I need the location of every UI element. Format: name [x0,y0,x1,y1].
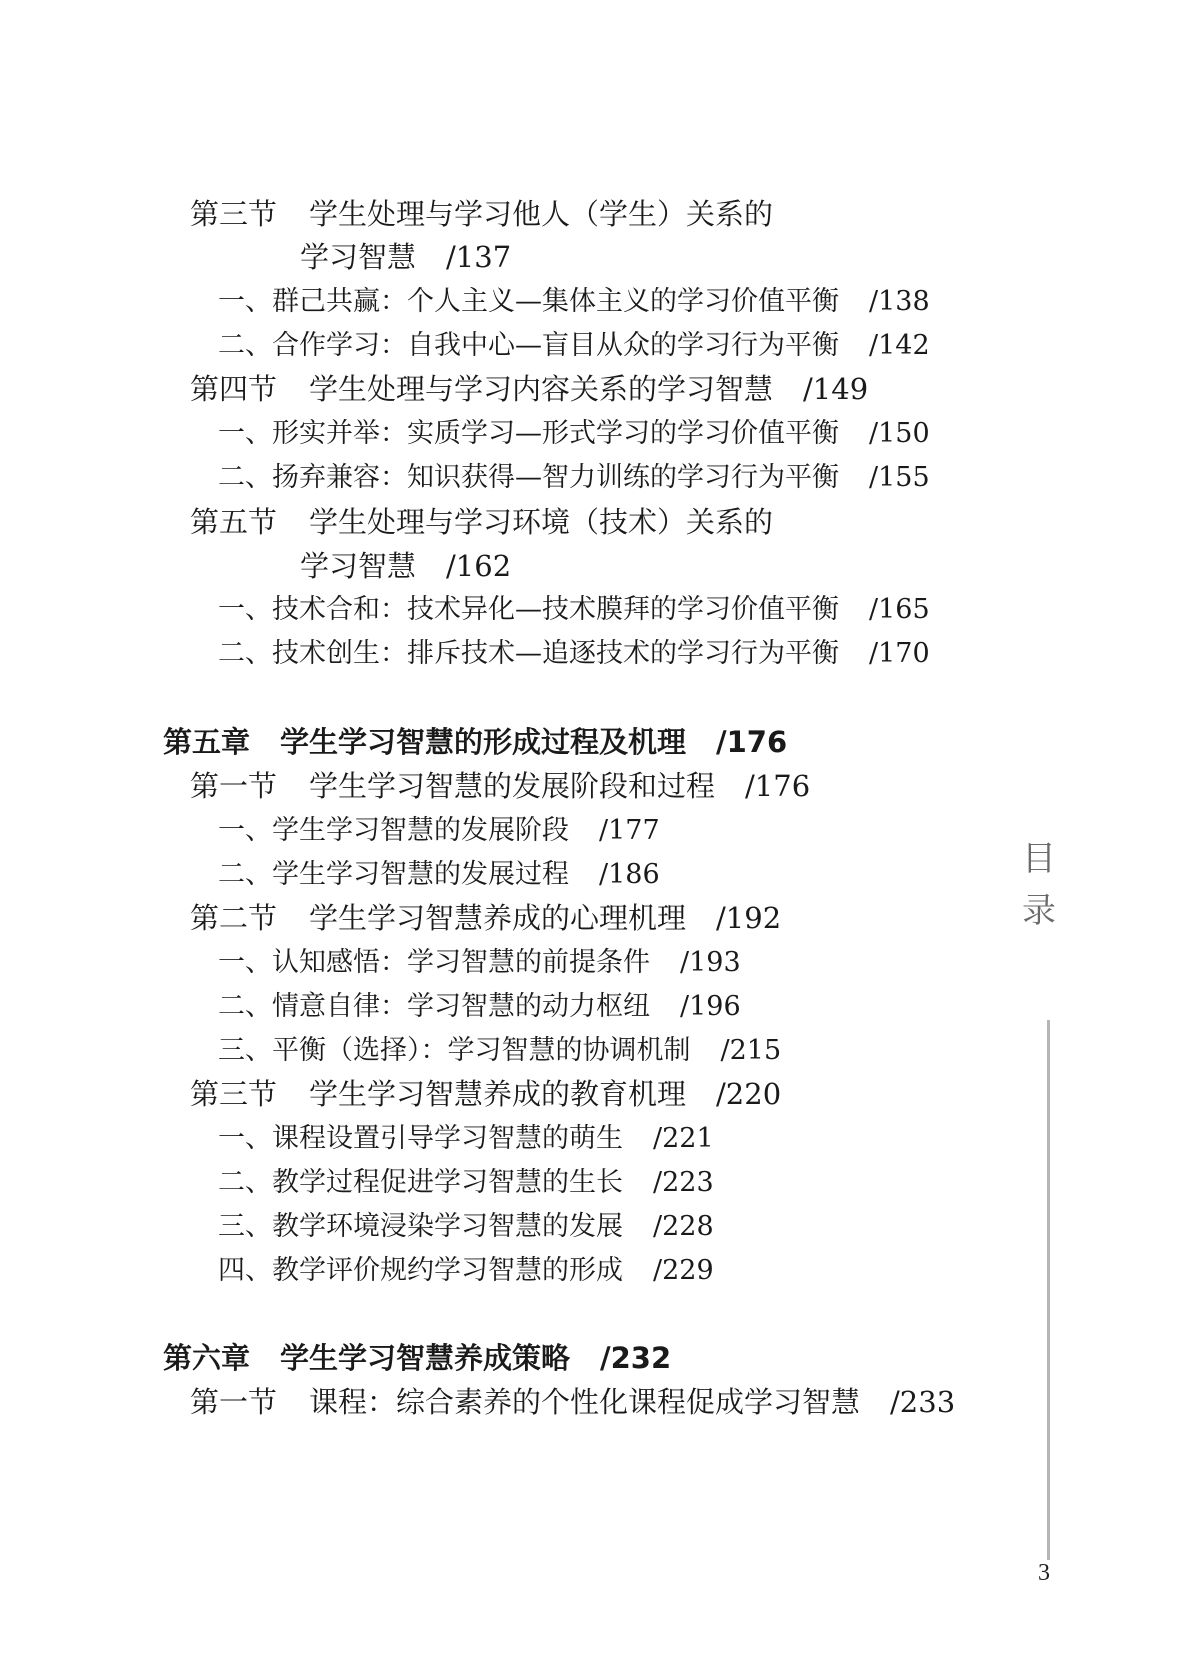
section-label: 第四节 [190,372,278,406]
item-title: 二、技术创生：排斥技术—追逐技术的学习行为平衡 [218,638,839,669]
toc-section [190,1385,956,1419]
side-label-char: 目 [1022,839,1056,879]
page-ref: /232 [600,1341,672,1375]
page-ref: /233 [890,1385,956,1419]
item-title: 一、学生学习智慧的发展阶段 [218,815,569,846]
toc-item [218,464,930,491]
section-label: 第二节 [190,901,278,935]
page-ref: /165 [869,594,930,625]
toc-section-continuation [300,549,512,583]
section-title: 学习智慧 [300,240,417,274]
section-title: 学生处理与学习内容关系的学习智慧 [309,372,774,406]
toc-item [218,288,930,315]
page-ref: /176 [745,769,811,803]
toc-section [190,505,774,539]
toc-section-continuation [300,240,512,274]
toc-section [190,372,869,406]
item-title: 四、教学评价规约学习智慧的形成 [218,1255,623,1286]
chapter-title: 学生学习智慧养成策略 [280,1341,571,1375]
section-title: 学生学习智慧养成的教育机理 [309,1077,687,1111]
section-title: 学生学习智慧养成的心理机理 [309,901,687,935]
page-ref: /193 [680,947,741,978]
page-ref: /162 [446,549,512,583]
toc-item [218,596,930,623]
toc-item [218,640,930,667]
page-ref: /142 [869,330,930,361]
page-ref: /221 [653,1123,714,1154]
page-ref: /138 [869,286,930,317]
section-label: 第五节 [190,505,278,539]
page-number: 3 [1038,1560,1050,1586]
page-ref: /150 [869,418,930,449]
chapter-label: 第六章 [163,1341,251,1375]
item-title: 三、教学环境浸染学习智慧的发展 [218,1211,623,1242]
item-title: 二、合作学习：自我中心—盲目从众的学习行为平衡 [218,330,839,361]
item-title: 二、教学过程促进学习智慧的生长 [218,1167,623,1198]
item-title: 一、技术合和：技术异化—技术膜拜的学习价值平衡 [218,594,839,625]
item-title: 一、课程设置引导学习智慧的萌生 [218,1123,623,1154]
section-title: 课程：综合素养的个性化课程促成学习智慧 [309,1385,861,1419]
section-title: 学生处理与学习他人（学生）关系的 [309,197,774,231]
toc-item [218,1037,781,1064]
page-ref: /228 [653,1211,714,1242]
page-ref: /215 [720,1035,782,1066]
item-title: 三、平衡（选择）：学习智慧的协调机制 [218,1035,691,1066]
item-title: 一、群己共赢：个人主义—集体主义的学习价值平衡 [218,286,839,317]
section-title: 学生处理与学习环境（技术）关系的 [309,505,774,539]
section-label: 第三节 [190,1077,278,1111]
section-label: 第一节 [190,1385,278,1419]
toc-item [218,1257,714,1284]
toc-item [218,993,741,1020]
chapter-label: 第五章 [163,725,251,759]
chapter-title: 学生学习智慧的形成过程及机理 [280,725,687,759]
page-ref: /229 [653,1255,714,1286]
page-ref: /176 [716,725,788,759]
toc-section [190,1077,782,1111]
page-ref: /155 [869,462,930,493]
item-title: 二、扬弃兼容：知识获得—智力训练的学习行为平衡 [218,462,839,493]
section-label: 第三节 [190,197,278,231]
item-title: 二、情意自律：学习智慧的动力枢纽 [218,991,650,1022]
section-title: 学生学习智慧的发展阶段和过程 [309,769,716,803]
toc-section [190,901,782,935]
section-label: 第一节 [190,769,278,803]
page-ref: /192 [716,901,782,935]
item-title: 一、形实并举：实质学习—形式学习的学习价值平衡 [218,418,839,449]
page-ref: /196 [680,991,741,1022]
toc-chapter [163,725,788,759]
side-label-char: 录 [1022,891,1056,931]
page-ref: /170 [869,638,930,669]
toc-item [218,949,741,976]
page-ref: /177 [599,815,660,846]
toc-item [218,1213,714,1240]
section-title: 学习智慧 [300,549,417,583]
toc-item [218,817,660,844]
toc-item [218,420,930,447]
page-ref: /149 [803,372,869,406]
item-title: 一、认知感悟：学习智慧的前提条件 [218,947,650,978]
page-ref: /223 [653,1167,714,1198]
toc-section [190,769,811,803]
toc-item [218,1125,714,1152]
toc-item [218,861,660,888]
side-divider [1047,1020,1050,1560]
item-title: 二、学生学习智慧的发展过程 [218,859,569,890]
toc-item [218,332,930,359]
toc-section [190,197,774,231]
toc-item [218,1169,714,1196]
page-ref: /220 [716,1077,782,1111]
page-ref: /137 [446,240,512,274]
page-ref: /186 [599,859,660,890]
toc-chapter [163,1341,672,1375]
